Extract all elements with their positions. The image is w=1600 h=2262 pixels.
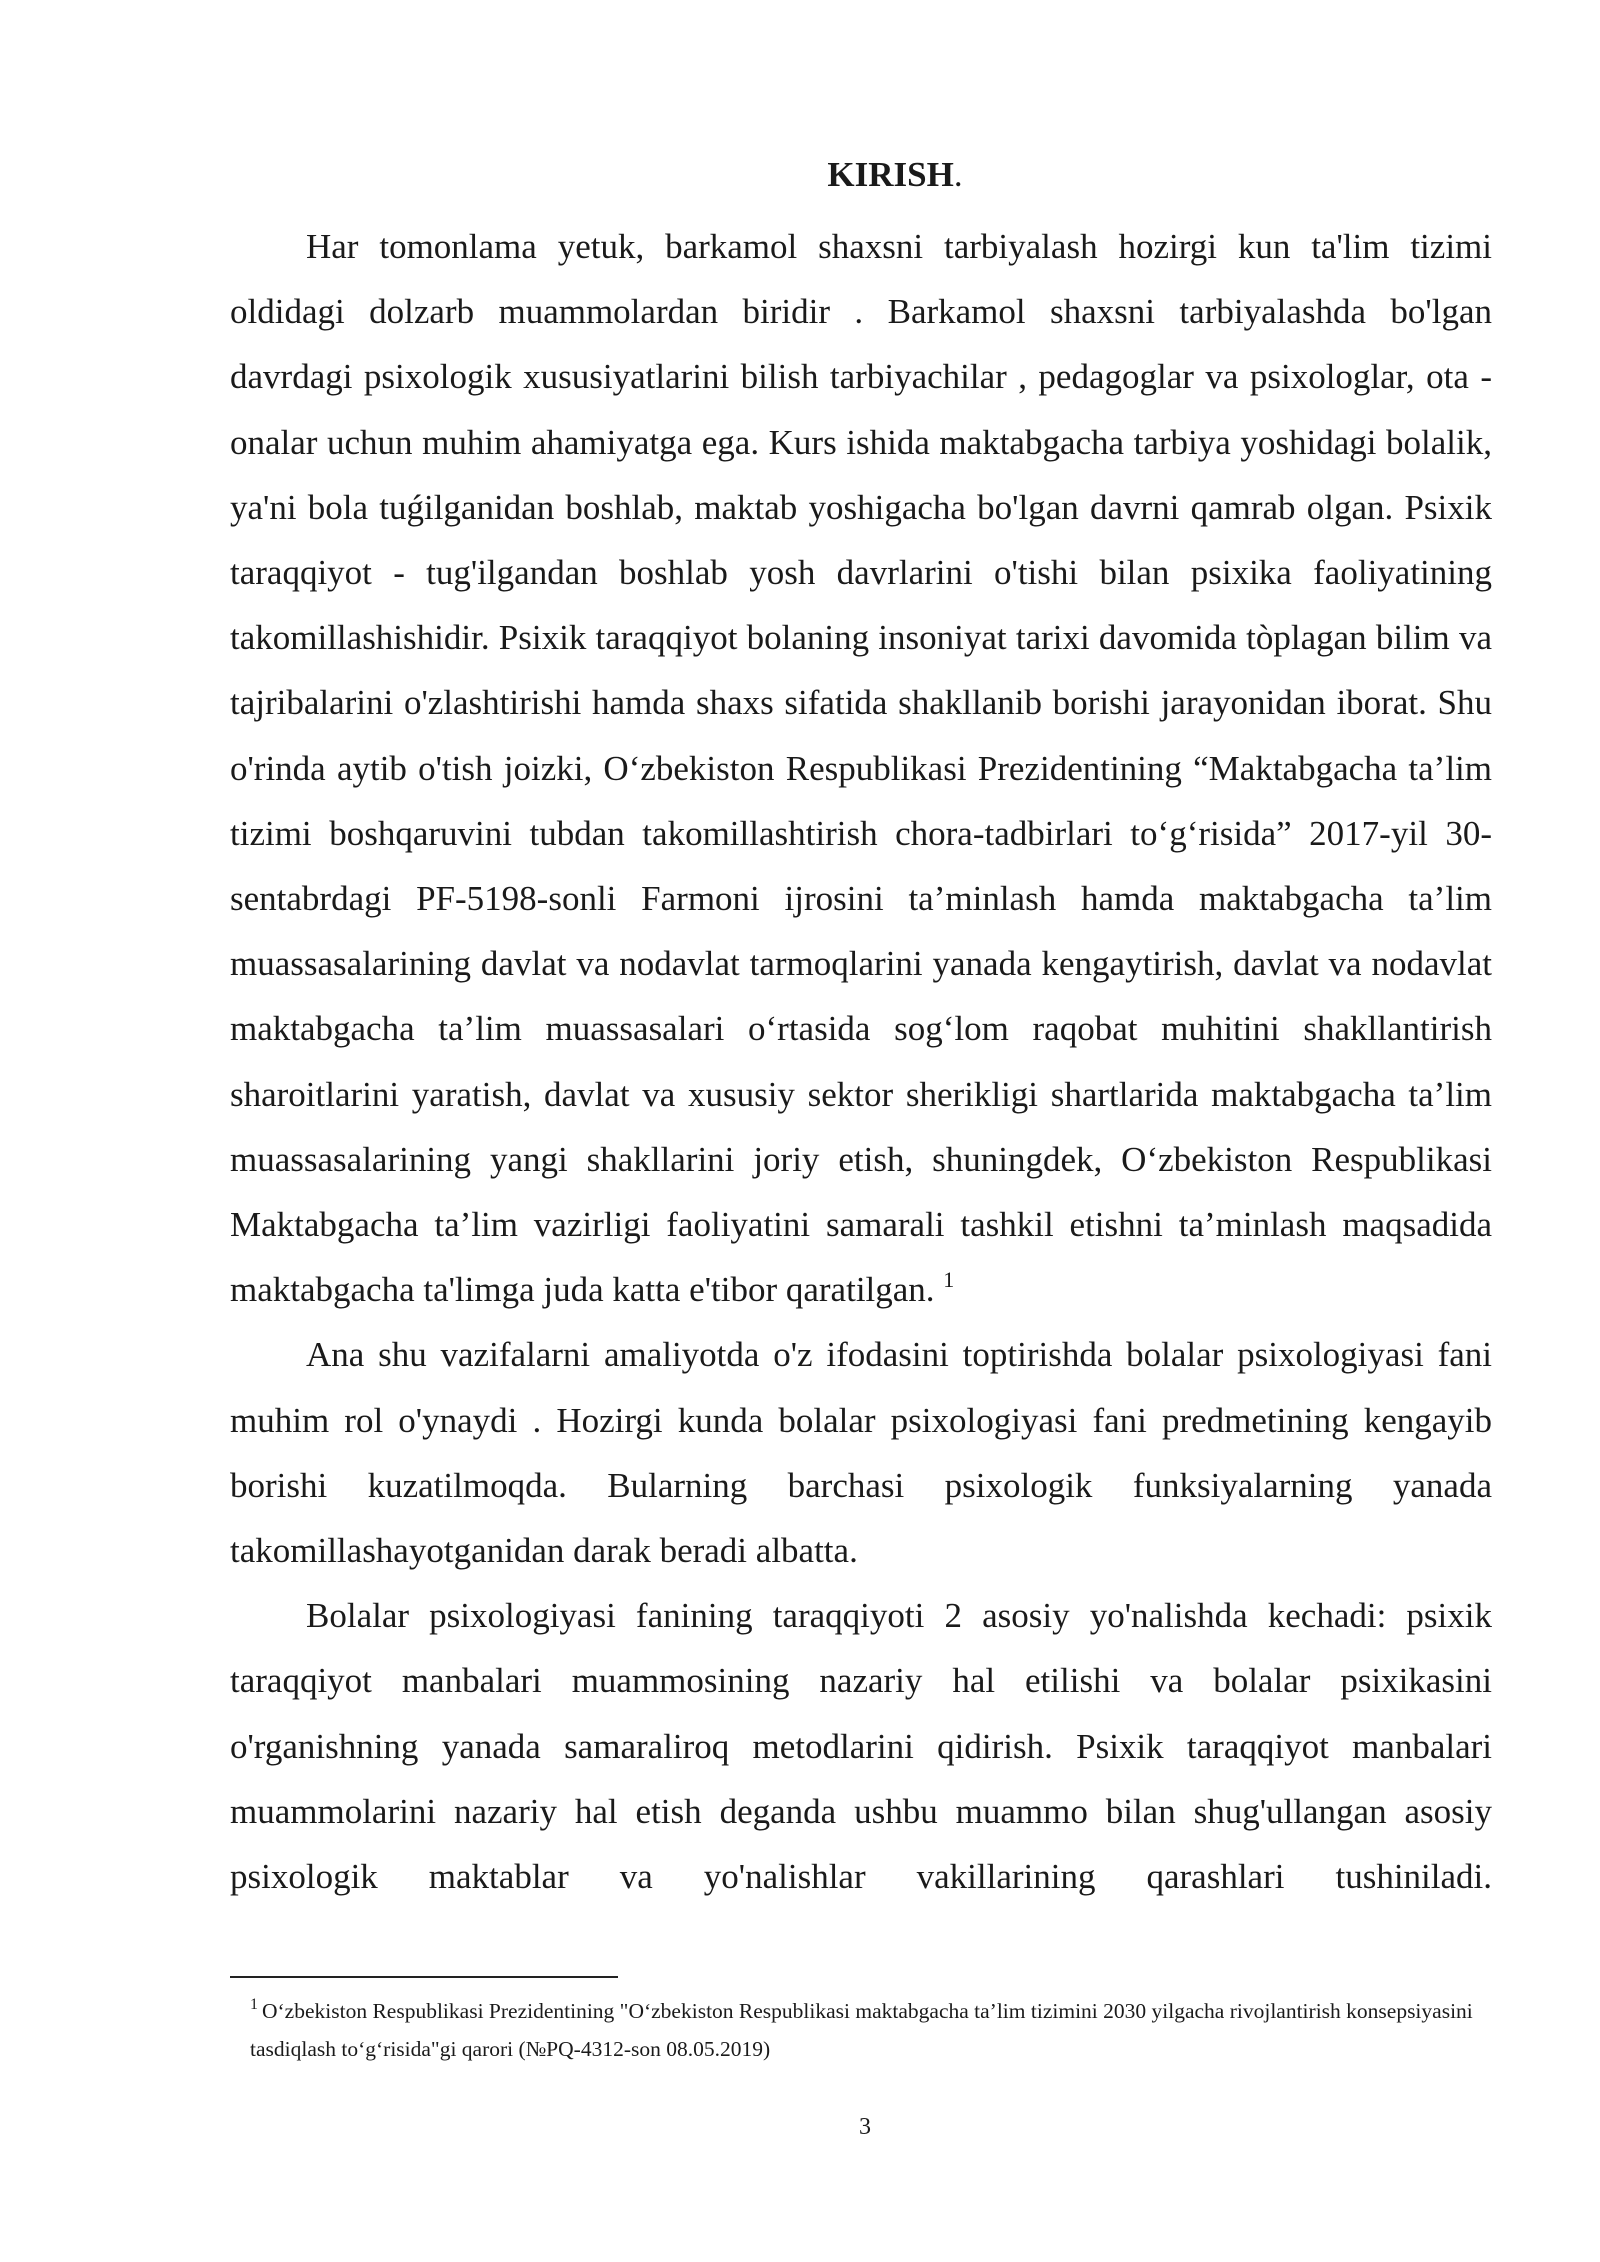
footnote-text: O‘zbekiston Respublikasi Prezidentining "O‘zbekiston Respublikasi maktabgacha ta’lim tizimini 2030 yilgacha rivojlantirish konsepsiyasini tasdiqlash to‘g‘risida"gi qarori (№PQ-4312-son 08.05.2019) <box>250 1999 1473 2061</box>
title-punctuation: . <box>953 155 963 194</box>
page-title <box>0 150 1600 200</box>
paragraph-2 <box>230 1322 1492 1583</box>
footnote-reference[interactable]: 1 <box>943 1267 955 1293</box>
paragraph-1-text: Har tomonlama yetuk, barkamol shaxsni tarbiyalash hozirgi kun ta'lim tizimi oldidagi dolzarb muammolardan biridir . Barkamol shaxsni tarbiyalashda bo'lgan davrdagi psixologik xususiyatlarini bilish tarbiyachilar , pedagoglar va psixologlar, ota - onalar uchun muhim ahamiyatga ega. Kurs ishida maktabgacha tarbiya yoshidagi bolalik, ya'ni bola tuǵilganidan boshlab, maktab yoshigacha bo'lgan davrni qamrab olgan. Psixik taraqqiyot - tug'ilgandan boshlab yosh davrlarini o'tishi bilan psixika faoliyatining takomillashishidir. Psixik taraqqiyot bolaning insoniyat tarixi davomida tòplagan bilim va tajribalarini o'zlashtirishi hamda shaxs sifatida shakllanib borishi jarayonidan iborat. Shu o'rinda aytib o'tish joizki, O‘zbekiston Respublikasi Prezidentining “Maktabgacha ta’lim tizimi boshqaruvini tubdan takomillashtirish chora-tadbirlari to‘g‘risida” 2017-yil 30-sentabrdagi PF-5198-sonli Farmoni ijrosini ta’minlash hamda maktabgacha ta’lim muassasalarining davlat va nodavlat tarmoqlarini yanada kengaytirish, davlat va nodavlat maktabgacha ta’lim muassasalari o‘rtasida sog‘lom raqobat muhitini shakllantirish sharoitlarini yaratish, davlat va xususiy sektor sherikligi shartlarida maktabgacha ta’lim muassasalarining yangi shakllarini joriy etish, shuningdek, O‘zbekiston Respublikasi Maktabgacha ta’lim vazirligi faoliyatini samarali tashkil etishni ta’minlash maqsadida maktabgacha ta'limga juda katta e'tibor qaratilgan. <box>230 227 1492 1310</box>
footnote <box>250 1992 1500 2068</box>
paragraph-3-text: Bolalar psixologiyasi fanining taraqqiyoti 2 asosiy yo'nalishda kechadi: psixik taraqqiyot manbalari muammosining nazariy hal etilishi va bolalar psixikasini o'rganishning yanada samaraliroq metodlarini qidirish. Psixik taraqqiyot manbalari muammolarini nazariy hal etish deganda ushbu muammo bilan shug'ullangan asosiy psixologik maktablar va yo'nalishlar vakillarining qarashlari tushiniladi. <box>230 1596 1492 1897</box>
paragraph-2-text: Ana shu vazifalarni amaliyotda o'z ifodasini toptirishda bolalar psixologiyasi fani muhim rol o'ynaydi . Hozirgi kunda bolalar psixologiyasi fani predmetining kengayib borishi kuzatilmoqda. Bularning barchasi psixologik funksiyalarning yanada takomillashayotganidan darak beradi albatta. <box>230 1335 1492 1571</box>
title-text: KIRISH <box>827 155 954 194</box>
page-number: 3 <box>859 2114 871 2140</box>
paragraph-3 <box>230 1583 1492 1909</box>
body-text <box>230 214 1492 1909</box>
paragraph-1 <box>230 214 1492 1322</box>
footnote-mark: 1 <box>250 1996 258 2013</box>
footnote-separator <box>230 1976 618 1978</box>
